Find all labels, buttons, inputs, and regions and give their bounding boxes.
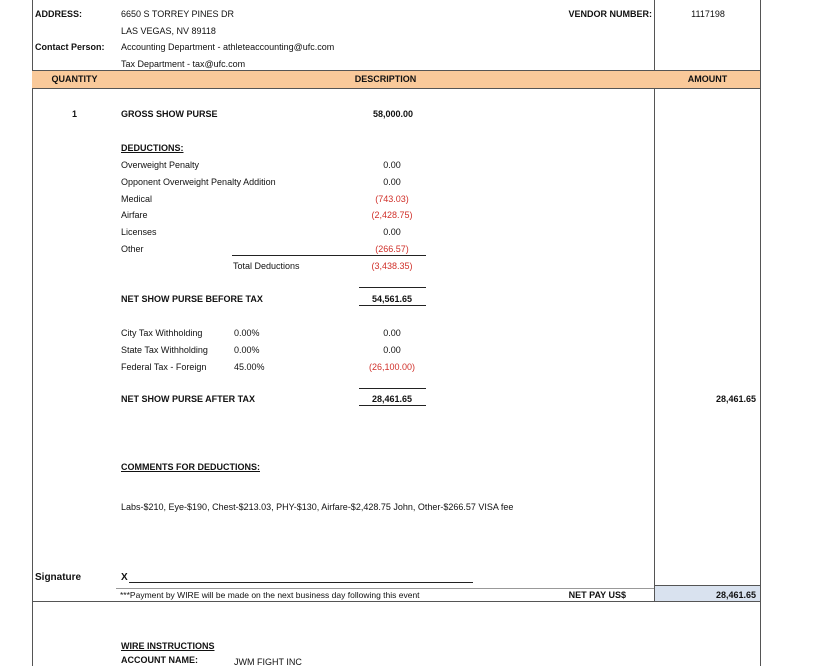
deductions-heading: DEDUCTIONS: (121, 143, 184, 153)
tax-label: City Tax Withholding (121, 328, 203, 338)
vendor-number-value: 1117198 (691, 9, 725, 19)
signature-line[interactable] (129, 582, 473, 583)
deduction-label: Other (121, 244, 144, 254)
wire-payment-note: ***Payment by WIRE will be made on the next business day following this event (120, 590, 420, 600)
signature-mark: X (121, 572, 128, 583)
column-header-quantity: QUANTITY (51, 74, 98, 84)
net-after-top-rule (359, 388, 426, 389)
address-line1: 6650 S TORREY PINES DR (121, 9, 235, 19)
contact-line2: Tax Department - tax@ufc.com (121, 59, 246, 69)
net-after-tax-label: NET SHOW PURSE AFTER TAX (121, 394, 256, 404)
net-after-tax-value: 28,461.65 (371, 394, 413, 404)
tax-value: (26,100.00) (368, 362, 416, 372)
column-header-description: DESCRIPTION (354, 74, 417, 84)
address-line2: LAS VEGAS, NV 89118 (121, 26, 216, 36)
total-deductions-label: Total Deductions (233, 261, 300, 271)
gross-show-purse-label: GROSS SHOW PURSE (121, 109, 218, 119)
deduction-label: Overweight Penalty (121, 160, 200, 170)
net-pay-label: NET PAY US$ (568, 590, 626, 600)
frame-left (32, 0, 33, 666)
wire-instructions-heading: WIRE INSTRUCTIONS (121, 641, 215, 651)
comments-heading: COMMENTS FOR DEDUCTIONS: (121, 462, 260, 472)
net-before-top-rule (359, 287, 426, 288)
deduction-value: 0.00 (383, 227, 401, 237)
tax-rate: 0.00% (234, 345, 260, 355)
signature-section-bottom (32, 601, 761, 602)
net-pay-value: 28,461.65 (715, 590, 756, 600)
deduction-value: (266.57) (375, 244, 409, 254)
amount-col-divider (654, 0, 655, 602)
contact-label: Contact Person: (35, 42, 105, 52)
tax-value: 0.00 (383, 345, 401, 355)
signature-row-rule (116, 588, 654, 589)
deduction-label: Opponent Overweight Penalty Addition (121, 177, 276, 187)
tax-value: 0.00 (383, 328, 401, 338)
net-before-tax-value: 54,561.65 (371, 294, 413, 304)
vendor-number-label: VENDOR NUMBER: (568, 9, 652, 19)
signature-label: Signature (35, 572, 82, 583)
column-header-amount: AMOUNT (687, 74, 728, 84)
line-quantity: 1 (71, 109, 77, 119)
deduction-value: (2,428.75) (371, 210, 413, 220)
comments-text: Labs-$210, Eye-$190, Chest-$213.03, PHY-$130, Airfare-$2,428.75 John, Other-$266.57 VISA fee (121, 502, 514, 512)
tax-label: Federal Tax - Foreign (121, 362, 207, 372)
net-before-bottom-rule (359, 305, 426, 306)
deduction-value: (743.03) (375, 194, 409, 204)
gross-show-purse-value: 58,000.00 (372, 109, 413, 119)
net-after-tax-amount: 28,461.65 (715, 394, 756, 404)
deduction-label: Licenses (121, 227, 157, 237)
tax-rate: 0.00% (234, 328, 260, 338)
deduction-label: Medical (121, 194, 153, 204)
deduction-value: 0.00 (383, 160, 401, 170)
frame-right (760, 0, 761, 666)
total-deductions-rule (232, 255, 426, 256)
tax-label: State Tax Withholding (121, 345, 208, 355)
net-before-tax-label: NET SHOW PURSE BEFORE TAX (121, 294, 263, 304)
deduction-label: Airfare (121, 210, 148, 220)
contact-line1: Accounting Department - athleteaccounting@ufc.com (121, 42, 335, 52)
address-label: ADDRESS: (35, 9, 83, 19)
total-deductions-value: (3,438.35) (371, 261, 413, 271)
account-name-value: JWM FIGHT INC (234, 657, 302, 667)
account-name-label: ACCOUNT NAME: (121, 655, 198, 665)
tax-rate: 45.00% (234, 362, 265, 372)
deduction-value: 0.00 (383, 177, 401, 187)
net-after-bottom-rule (359, 405, 426, 406)
